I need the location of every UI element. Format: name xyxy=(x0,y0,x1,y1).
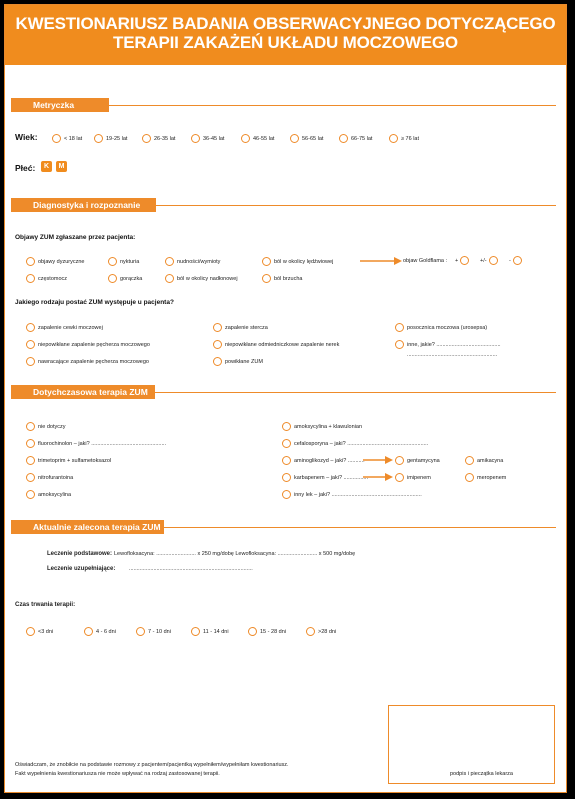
radio-icon[interactable] xyxy=(52,134,61,143)
radio-icon[interactable] xyxy=(26,422,35,431)
plec-m-button[interactable]: M xyxy=(56,161,71,172)
czas-option-1[interactable]: <3 dni xyxy=(26,627,53,636)
rodzaj-option-5[interactable]: niepowikłane odmiedniczkowe zapalenie nerek xyxy=(213,340,339,349)
section-metryczka: Metryczka xyxy=(11,98,109,112)
wiek-option-2[interactable]: 19-25 lat xyxy=(94,134,127,143)
radio-icon[interactable] xyxy=(108,257,117,266)
radio-icon[interactable] xyxy=(26,439,35,448)
wiek-option-3[interactable]: 26-35 lat xyxy=(142,134,175,143)
radio-icon[interactable] xyxy=(142,134,151,143)
czas-option-3[interactable]: 7 - 10 dni xyxy=(136,627,171,636)
radio-icon[interactable] xyxy=(26,627,35,636)
objaw-option-1[interactable]: objawy dyzuryczne xyxy=(26,257,84,266)
czas-label: Czas trwania terapii: xyxy=(15,601,76,608)
wiek-option-1[interactable]: < 18 lat xyxy=(52,134,82,143)
czas-option-6[interactable]: >28 dni xyxy=(306,627,336,636)
signature-label: podpis i pieczątka lekarza xyxy=(450,771,513,777)
goldflam-label: objaw Goldflama : xyxy=(403,258,448,264)
radio-icon[interactable] xyxy=(191,134,200,143)
radio-icon[interactable] xyxy=(282,439,291,448)
czas-option-2[interactable]: 4 - 6 dni xyxy=(84,627,116,636)
rodzaj-option-3[interactable]: nawracające zapalenie pęcherza moczowego xyxy=(26,357,149,366)
dotych-left-3[interactable]: trimetoprim + sulfametoksazol xyxy=(26,456,111,465)
czas-option-4[interactable]: 11 - 14 dni xyxy=(191,627,229,636)
wiek-option-4[interactable]: 36-45 lat xyxy=(191,134,224,143)
radio-icon[interactable] xyxy=(465,456,474,465)
radio-icon[interactable] xyxy=(241,134,250,143)
section-divider xyxy=(156,205,556,206)
radio-icon[interactable] xyxy=(136,627,145,636)
wiek-label: Wiek: xyxy=(15,132,38,142)
radio-icon[interactable] xyxy=(165,257,174,266)
arrow-icon xyxy=(360,257,402,265)
radio-icon[interactable] xyxy=(513,256,522,265)
radio-icon[interactable] xyxy=(282,490,291,499)
radio-icon[interactable] xyxy=(26,323,35,332)
uzupelniajace-label: Leczenie uzupełniające: xyxy=(47,566,116,572)
radio-icon[interactable] xyxy=(94,134,103,143)
radio-icon[interactable] xyxy=(108,274,117,283)
page-title xyxy=(5,5,566,65)
imipenem-option[interactable]: imipenem xyxy=(395,473,431,482)
section-divider xyxy=(164,527,556,528)
rodzaj-other-line[interactable]: ........................................................... xyxy=(407,352,498,358)
dotych-left-2[interactable]: fluorochinolon – jaki? ................................................. xyxy=(26,439,166,448)
radio-icon[interactable] xyxy=(282,473,291,482)
rodzaj-option-2[interactable]: niepowikłane zapalenie pęcherza moczowego xyxy=(26,340,150,349)
wiek-option-8[interactable]: ≥ 76 lat xyxy=(389,134,419,143)
plec-k-button[interactable]: K xyxy=(41,161,56,172)
radio-icon[interactable] xyxy=(26,473,35,482)
podstawowe-label: Leczenie podstawowe: xyxy=(47,551,113,557)
radio-icon[interactable] xyxy=(213,357,222,366)
dotych-left-5[interactable]: amoksycylina xyxy=(26,490,71,499)
radio-icon[interactable] xyxy=(26,340,35,349)
title-line-2: TERAPII ZAKAŻEŃ UKŁADU MOCZOWEGO xyxy=(113,33,458,52)
dotych-right-2[interactable]: cefalosporyna – jaki? ..................................................... xyxy=(282,439,428,448)
rodzaj-option-6[interactable]: powikłane ZUM xyxy=(213,357,263,366)
objaw-option-7[interactable]: ból w okolicy nadłonowej xyxy=(165,274,238,283)
goldflam-plusminus[interactable]: +/- xyxy=(480,256,501,265)
czas-option-5[interactable]: 15 - 28 dni xyxy=(248,627,286,636)
plec-label: Płeć: xyxy=(15,163,36,173)
questionnaire-page xyxy=(4,4,567,793)
wiek-option-6[interactable]: 56-65 lat xyxy=(290,134,323,143)
radio-icon[interactable] xyxy=(262,257,271,266)
rodzaj-option-7[interactable]: posocznica moczowa (urosepsa) xyxy=(395,323,487,332)
wiek-option-7[interactable]: 66-75 lat xyxy=(339,134,372,143)
rodzaj-label: Jakiego rodzaju postać ZUM występuje u pacjenta? xyxy=(15,299,174,306)
meropenem-option[interactable]: meropenem xyxy=(465,473,506,482)
rodzaj-option-1[interactable]: zapalenie cewki moczowej xyxy=(26,323,103,332)
title-line-1: KWESTIONARIUSZ BADANIA OBSERWACYJNEGO DOTYCZĄCEGO xyxy=(15,14,556,33)
radio-icon[interactable] xyxy=(339,134,348,143)
objaw-option-8[interactable]: ból brzucha xyxy=(262,274,302,283)
radio-icon[interactable] xyxy=(165,274,174,283)
goldflam-plus[interactable]: + xyxy=(455,256,472,265)
dotych-right-5[interactable]: inny lek – jaki? ........................................................... xyxy=(282,490,422,499)
objaw-option-3[interactable]: nudności/wymioty xyxy=(165,257,220,266)
section-aktualnie: Aktualnie zalecona terapia ZUM xyxy=(11,520,164,534)
dotych-left-4[interactable]: nitrofurantoina xyxy=(26,473,73,482)
radio-icon[interactable] xyxy=(395,473,404,482)
radio-icon[interactable] xyxy=(26,257,35,266)
objaw-option-2[interactable]: nykturia xyxy=(108,257,139,266)
radio-icon[interactable] xyxy=(395,340,404,349)
radio-icon[interactable] xyxy=(26,456,35,465)
radio-icon[interactable] xyxy=(489,256,498,265)
radio-icon[interactable] xyxy=(465,473,474,482)
radio-icon[interactable] xyxy=(395,456,404,465)
dotych-right-4[interactable]: karbapenem – jaki? ................ xyxy=(282,473,368,482)
section-diagnostyka: Diagnostyka i rozpoznanie xyxy=(11,198,156,212)
section-divider xyxy=(155,392,556,393)
radio-icon[interactable] xyxy=(395,323,404,332)
uzupelniajace-text[interactable]: ................................................................................. xyxy=(129,566,253,572)
radio-icon[interactable] xyxy=(290,134,299,143)
radio-icon[interactable] xyxy=(262,274,271,283)
dotych-right-1[interactable]: amoksycylina + klawulonian xyxy=(282,422,362,431)
arrow-icon xyxy=(363,456,393,464)
radio-icon[interactable] xyxy=(282,422,291,431)
wiek-option-5[interactable]: 46-55 lat xyxy=(241,134,274,143)
arrow-icon xyxy=(363,473,393,481)
radio-icon[interactable] xyxy=(84,627,93,636)
radio-icon[interactable] xyxy=(26,490,35,499)
radio-icon[interactable] xyxy=(26,357,35,366)
footer-line-1: Oświadczam, że znobiłcie na podstawie rozmowy z pacjentem/pacjentką wypełniłem/wypełniłam kwestionariusz. xyxy=(15,762,289,768)
objaw-option-4[interactable]: ból w okolicy lędźwiowej xyxy=(262,257,333,266)
radio-icon[interactable] xyxy=(213,323,222,332)
section-dotychczasowa: Dotychczasowa terapia ZUM xyxy=(11,385,155,399)
objaw-option-5[interactable]: częstomocz xyxy=(26,274,67,283)
radio-icon[interactable] xyxy=(26,274,35,283)
radio-icon[interactable] xyxy=(282,456,291,465)
section-divider xyxy=(109,105,556,106)
radio-icon[interactable] xyxy=(248,627,257,636)
gentamycyna-option[interactable]: gentamycyna xyxy=(395,456,440,465)
objawy-label: Objawy ZUM zgłaszane przez pacjenta: xyxy=(15,234,136,241)
radio-icon[interactable] xyxy=(389,134,398,143)
radio-icon[interactable] xyxy=(191,627,200,636)
radio-icon[interactable] xyxy=(213,340,222,349)
goldflam-minus[interactable]: - xyxy=(509,256,525,265)
rodzaj-option-8[interactable]: inne, jakie? .......................................... xyxy=(395,340,501,349)
dotych-right-3[interactable]: aminoglikozyd – jaki? ........... xyxy=(282,456,365,465)
amikacyna-option[interactable]: amikacyna xyxy=(465,456,503,465)
rodzaj-option-4[interactable]: zapalenie sterczа xyxy=(213,323,268,332)
objaw-option-6[interactable]: gorączka xyxy=(108,274,142,283)
footer-line-2: Fakt wypełnienia kwestionariusza nie może wpływać na rodzaj zastosowanej terapii. xyxy=(15,771,220,777)
podstawowe-text[interactable]: Lewofloksacyna: .......................... x 250 mg/dobę Lewofloksacyna: .......................... x 500 mg/dobę xyxy=(114,551,356,557)
radio-icon[interactable] xyxy=(306,627,315,636)
dotych-left-1[interactable]: nie dotyczy xyxy=(26,422,66,431)
radio-icon[interactable] xyxy=(460,256,469,265)
